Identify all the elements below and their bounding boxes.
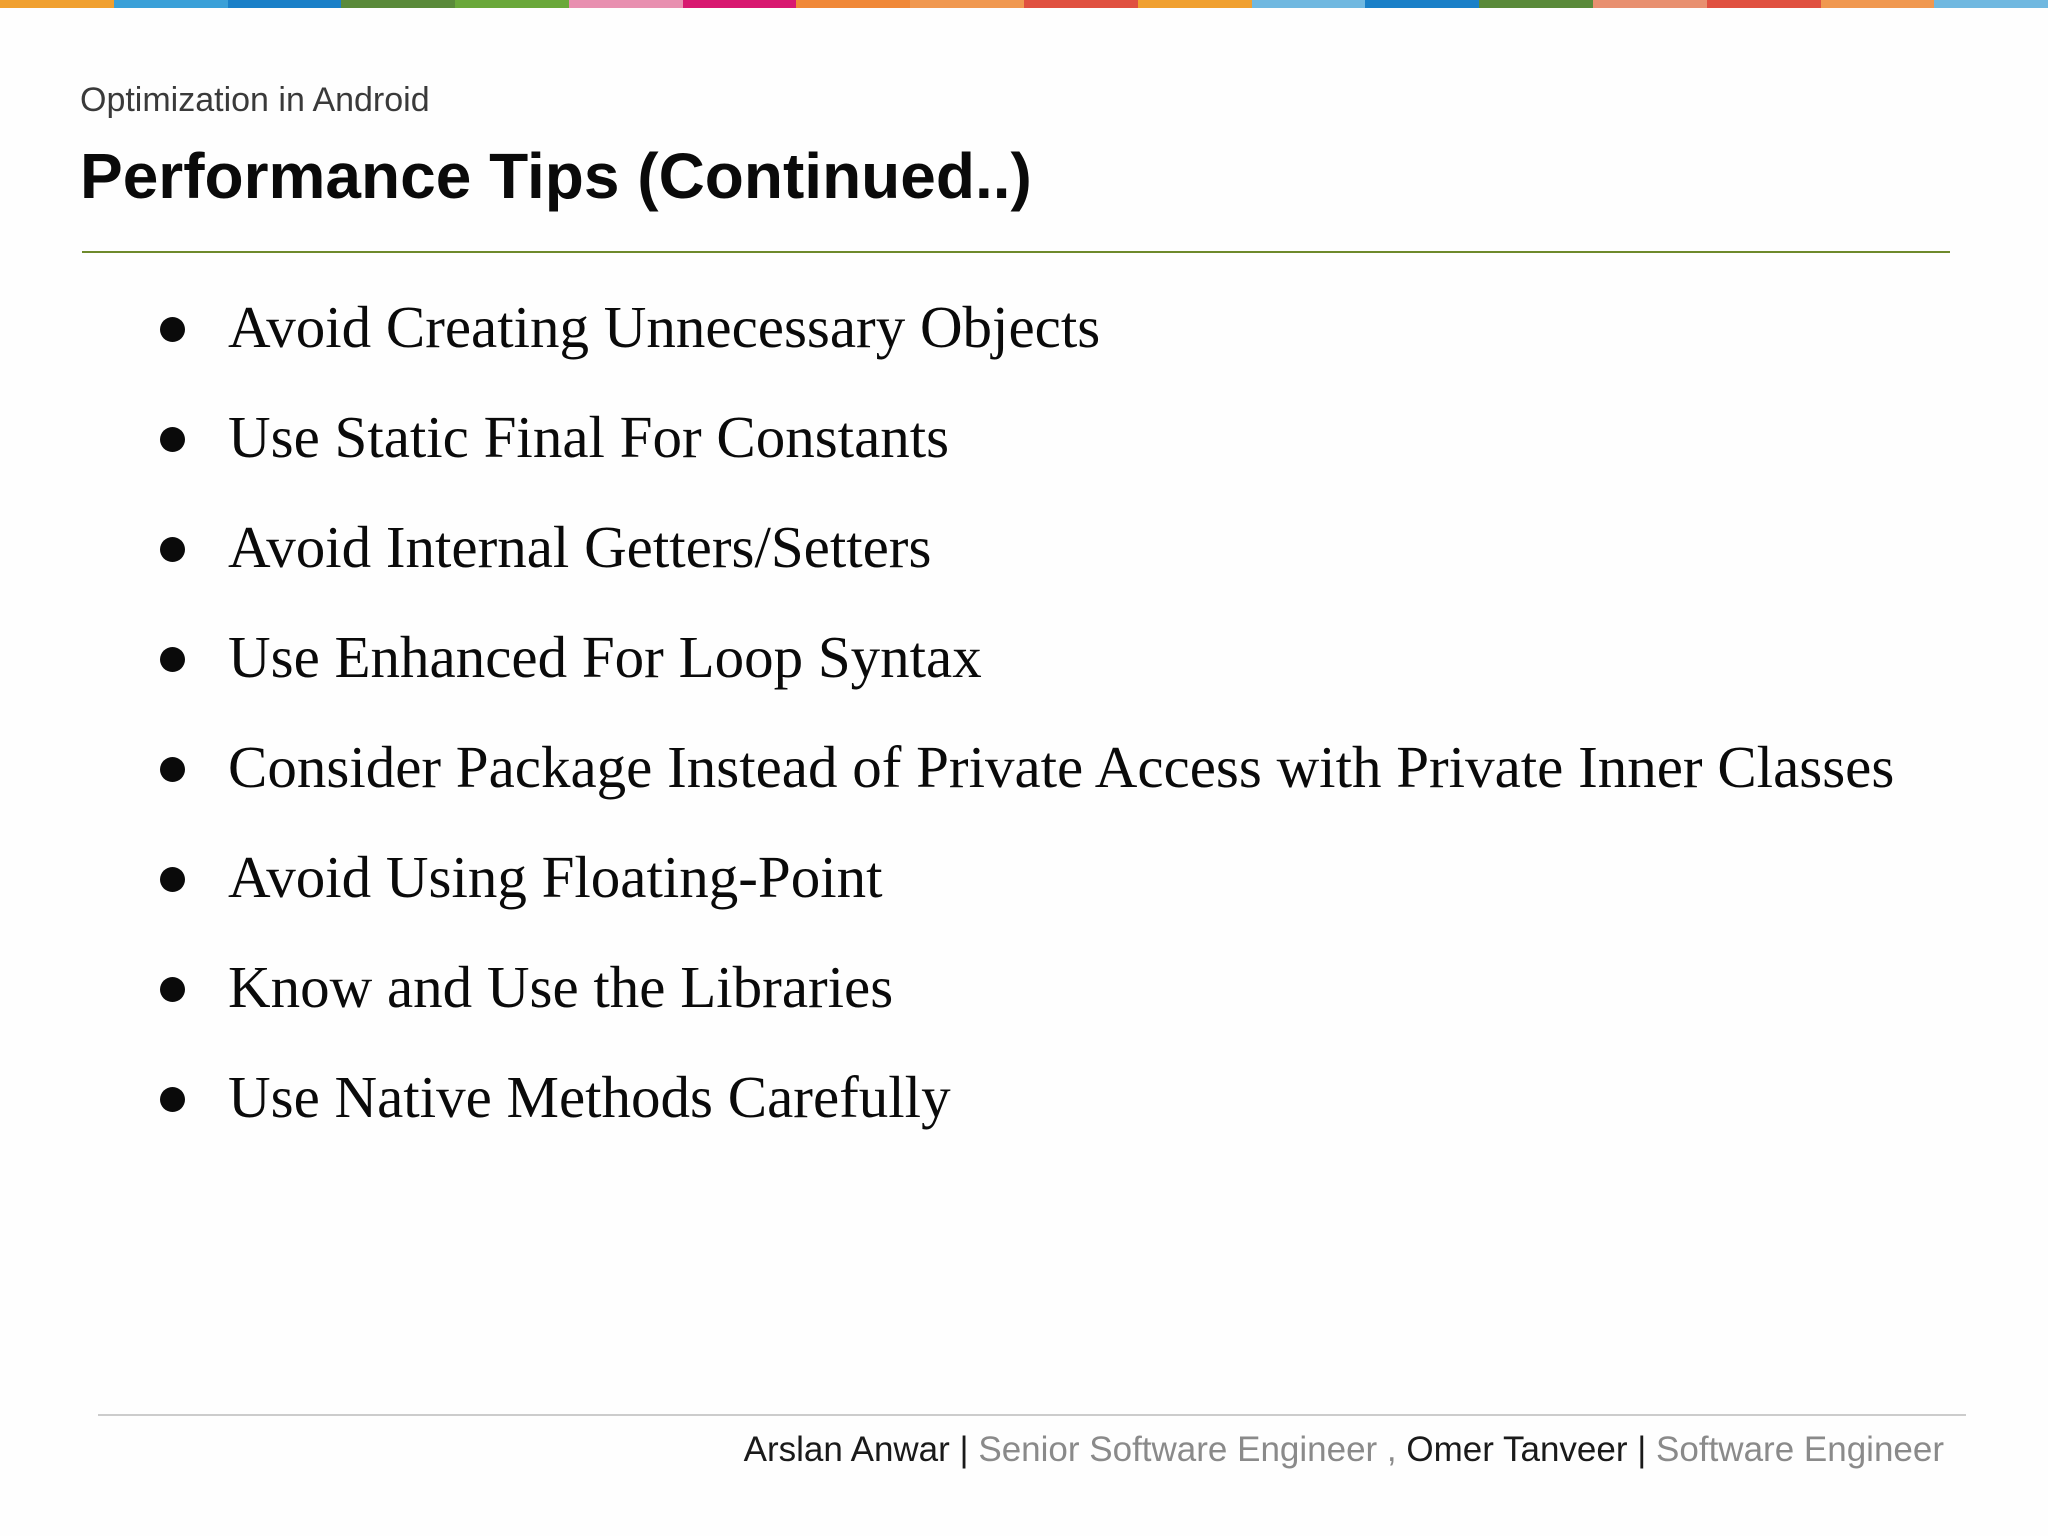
color-band-segment (569, 0, 683, 8)
color-band-segment (1479, 0, 1593, 8)
color-band-segment (1252, 0, 1366, 8)
bullet-dot-icon (160, 537, 185, 562)
bullet-item (0, 837, 2000, 917)
color-band-segment (796, 0, 910, 8)
color-band-segment (1707, 0, 1821, 8)
author-2-name: Omer Tanveer (1406, 1430, 1628, 1469)
bullet-text: Use Enhanced For Loop Syntax (228, 624, 982, 690)
bullet-dot-icon (160, 647, 185, 672)
footer-divider (98, 1414, 1966, 1416)
color-band-segment (455, 0, 569, 8)
footer-credits (744, 1428, 1944, 1472)
color-band-segment (683, 0, 797, 8)
bullet-text: Avoid Creating Unnecessary Objects (228, 294, 1101, 360)
bullet-dot-icon (160, 867, 185, 892)
bullet-dot-icon (160, 427, 185, 452)
footer-separator: | (1627, 1430, 1657, 1469)
bullet-item (0, 1057, 2000, 1137)
bullet-dot-icon (160, 977, 185, 1002)
bullet-item (0, 727, 2000, 807)
bullet-item (0, 617, 2000, 697)
color-band-segment (1138, 0, 1252, 8)
author-1-name: Arslan Anwar (743, 1430, 950, 1469)
footer-comma: , (1377, 1430, 1407, 1469)
slide-title: Performance Tips (Continued..) (80, 140, 1032, 212)
color-band-segment (1593, 0, 1707, 8)
bullet-text: Avoid Internal Getters/Setters (228, 514, 932, 580)
bullet-text: Avoid Using Floating-Point (228, 844, 883, 910)
color-band-segment (1365, 0, 1479, 8)
bullet-text: Use Static Final For Constants (228, 404, 950, 470)
color-band-segment (0, 0, 114, 8)
color-band-segment (1934, 0, 2048, 8)
bullet-item (0, 507, 2000, 587)
author-2-role: Software Engineer (1656, 1430, 1944, 1469)
bullet-text: Know and Use the Libraries (228, 954, 894, 1020)
footer-separator: | (949, 1430, 979, 1469)
bullet-text: Use Native Methods Carefully (228, 1064, 951, 1130)
author-1-role: Senior Software Engineer (978, 1430, 1378, 1469)
title-divider (82, 251, 1950, 253)
bullet-item (0, 287, 2000, 367)
bullet-item (0, 397, 2000, 477)
color-band-segment (1024, 0, 1138, 8)
color-band-segment (228, 0, 342, 8)
bullet-text: Consider Package Instead of Private Access with Private Inner Classes (228, 734, 1895, 800)
bullet-item (0, 947, 2000, 1027)
deck-subtitle: Optimization in Android (80, 81, 430, 119)
color-band-segment (341, 0, 455, 8)
bullet-dot-icon (160, 1087, 185, 1112)
bullet-dot-icon (160, 757, 185, 782)
bullet-dot-icon (160, 317, 185, 342)
color-band-segment (114, 0, 228, 8)
top-color-band (0, 0, 2048, 8)
color-band-segment (1821, 0, 1935, 8)
color-band-segment (910, 0, 1024, 8)
